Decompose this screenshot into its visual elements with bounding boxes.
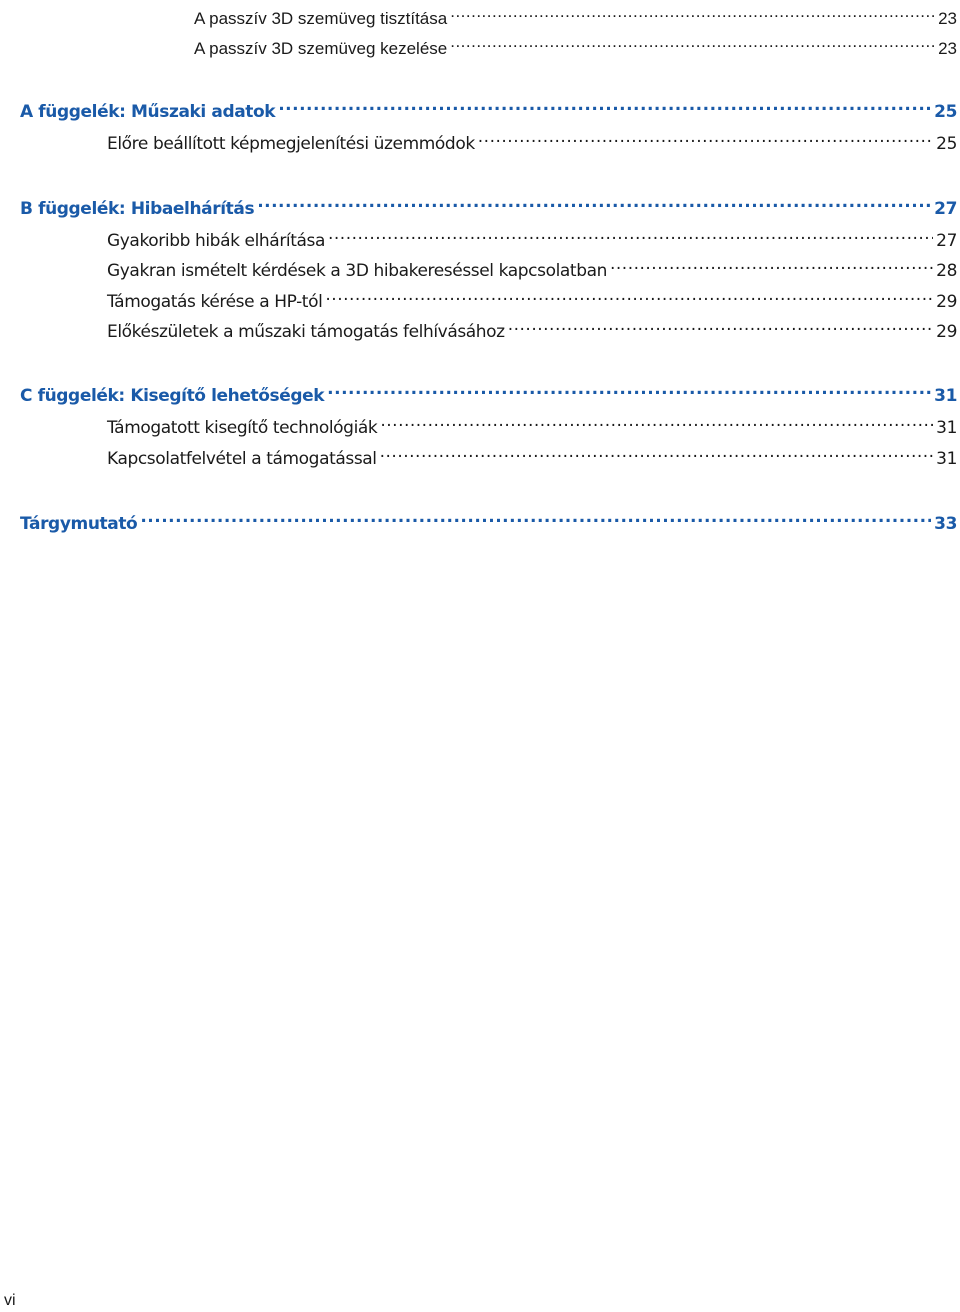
dot-leader	[327, 377, 931, 401]
toc-entry-title: Támogatás kérése a HP-tól	[107, 292, 323, 312]
toc-chapter-entry[interactable]	[20, 377, 957, 406]
dot-leader	[278, 93, 931, 117]
toc-entry-page: 27	[936, 231, 957, 251]
dot-leader	[450, 30, 935, 54]
toc-entry-title: B függelék: Hibaelhárítás	[20, 199, 255, 219]
toc-entry-title: Támogatott kisegítő technológiák	[107, 418, 378, 438]
toc-entry-title: Kapcsolatfelvétel a támogatással	[107, 449, 377, 469]
toc-entry-page: 29	[936, 292, 957, 312]
toc-entry-title: Előkészületek a műszaki támogatás felhívásához	[107, 322, 505, 342]
page-number: vi	[4, 1292, 16, 1309]
toc-entry-page: 31	[936, 418, 957, 438]
toc-chapter-entry[interactable]	[20, 190, 957, 219]
toc-entry[interactable]	[194, 30, 957, 58]
toc-entry-title: A passzív 3D szemüveg tisztítása	[194, 9, 448, 28]
toc-entry-title: C függelék: Kisegítő lehetőségek	[20, 386, 325, 406]
toc-entry[interactable]	[107, 409, 957, 438]
toc-entry[interactable]	[107, 252, 957, 281]
toc-entry-page: 25	[934, 102, 957, 122]
toc-chapter-entry[interactable]	[20, 505, 957, 534]
toc-entry[interactable]	[107, 283, 957, 312]
dot-leader	[380, 409, 933, 433]
dot-leader	[380, 440, 934, 464]
toc-entry-title: Tárgymutató	[20, 514, 138, 534]
dot-leader	[478, 125, 933, 149]
toc-entry[interactable]	[107, 440, 957, 469]
toc-entry-page: 23	[938, 9, 957, 28]
toc-entry[interactable]	[107, 222, 957, 251]
toc-entry-title: Gyakoribb hibák elhárítása	[107, 231, 325, 251]
toc-entry-page: 28	[936, 261, 957, 281]
toc-entry-page: 31	[934, 386, 957, 406]
toc-entry-page: 27	[934, 199, 957, 219]
toc-entry[interactable]	[107, 313, 957, 342]
toc-entry-title: Előre beállított képmegjelenítési üzemmódok	[107, 134, 475, 154]
toc-entry-title: A passzív 3D szemüveg kezelése	[194, 39, 448, 58]
dot-leader	[508, 313, 933, 337]
toc-entry-page: 23	[938, 39, 957, 58]
toc-entry-page: 33	[934, 514, 957, 534]
toc-entry[interactable]	[107, 125, 957, 154]
toc-entry[interactable]	[194, 0, 957, 28]
toc-chapter-entry[interactable]	[20, 93, 957, 122]
toc-entry-title: A függelék: Műszaki adatok	[20, 102, 276, 122]
toc-entry-page: 31	[936, 449, 957, 469]
toc-entry-page: 25	[936, 134, 957, 154]
dot-leader	[450, 0, 935, 24]
toc-entry-title: Gyakran ismételt kérdések a 3D hibakereséssel kapcsolatban	[107, 261, 607, 281]
toc-entry-page: 29	[936, 322, 957, 342]
dot-leader	[610, 252, 933, 276]
dot-leader	[325, 283, 933, 307]
dot-leader	[328, 222, 933, 246]
dot-leader	[140, 505, 931, 529]
dot-leader	[257, 190, 931, 214]
